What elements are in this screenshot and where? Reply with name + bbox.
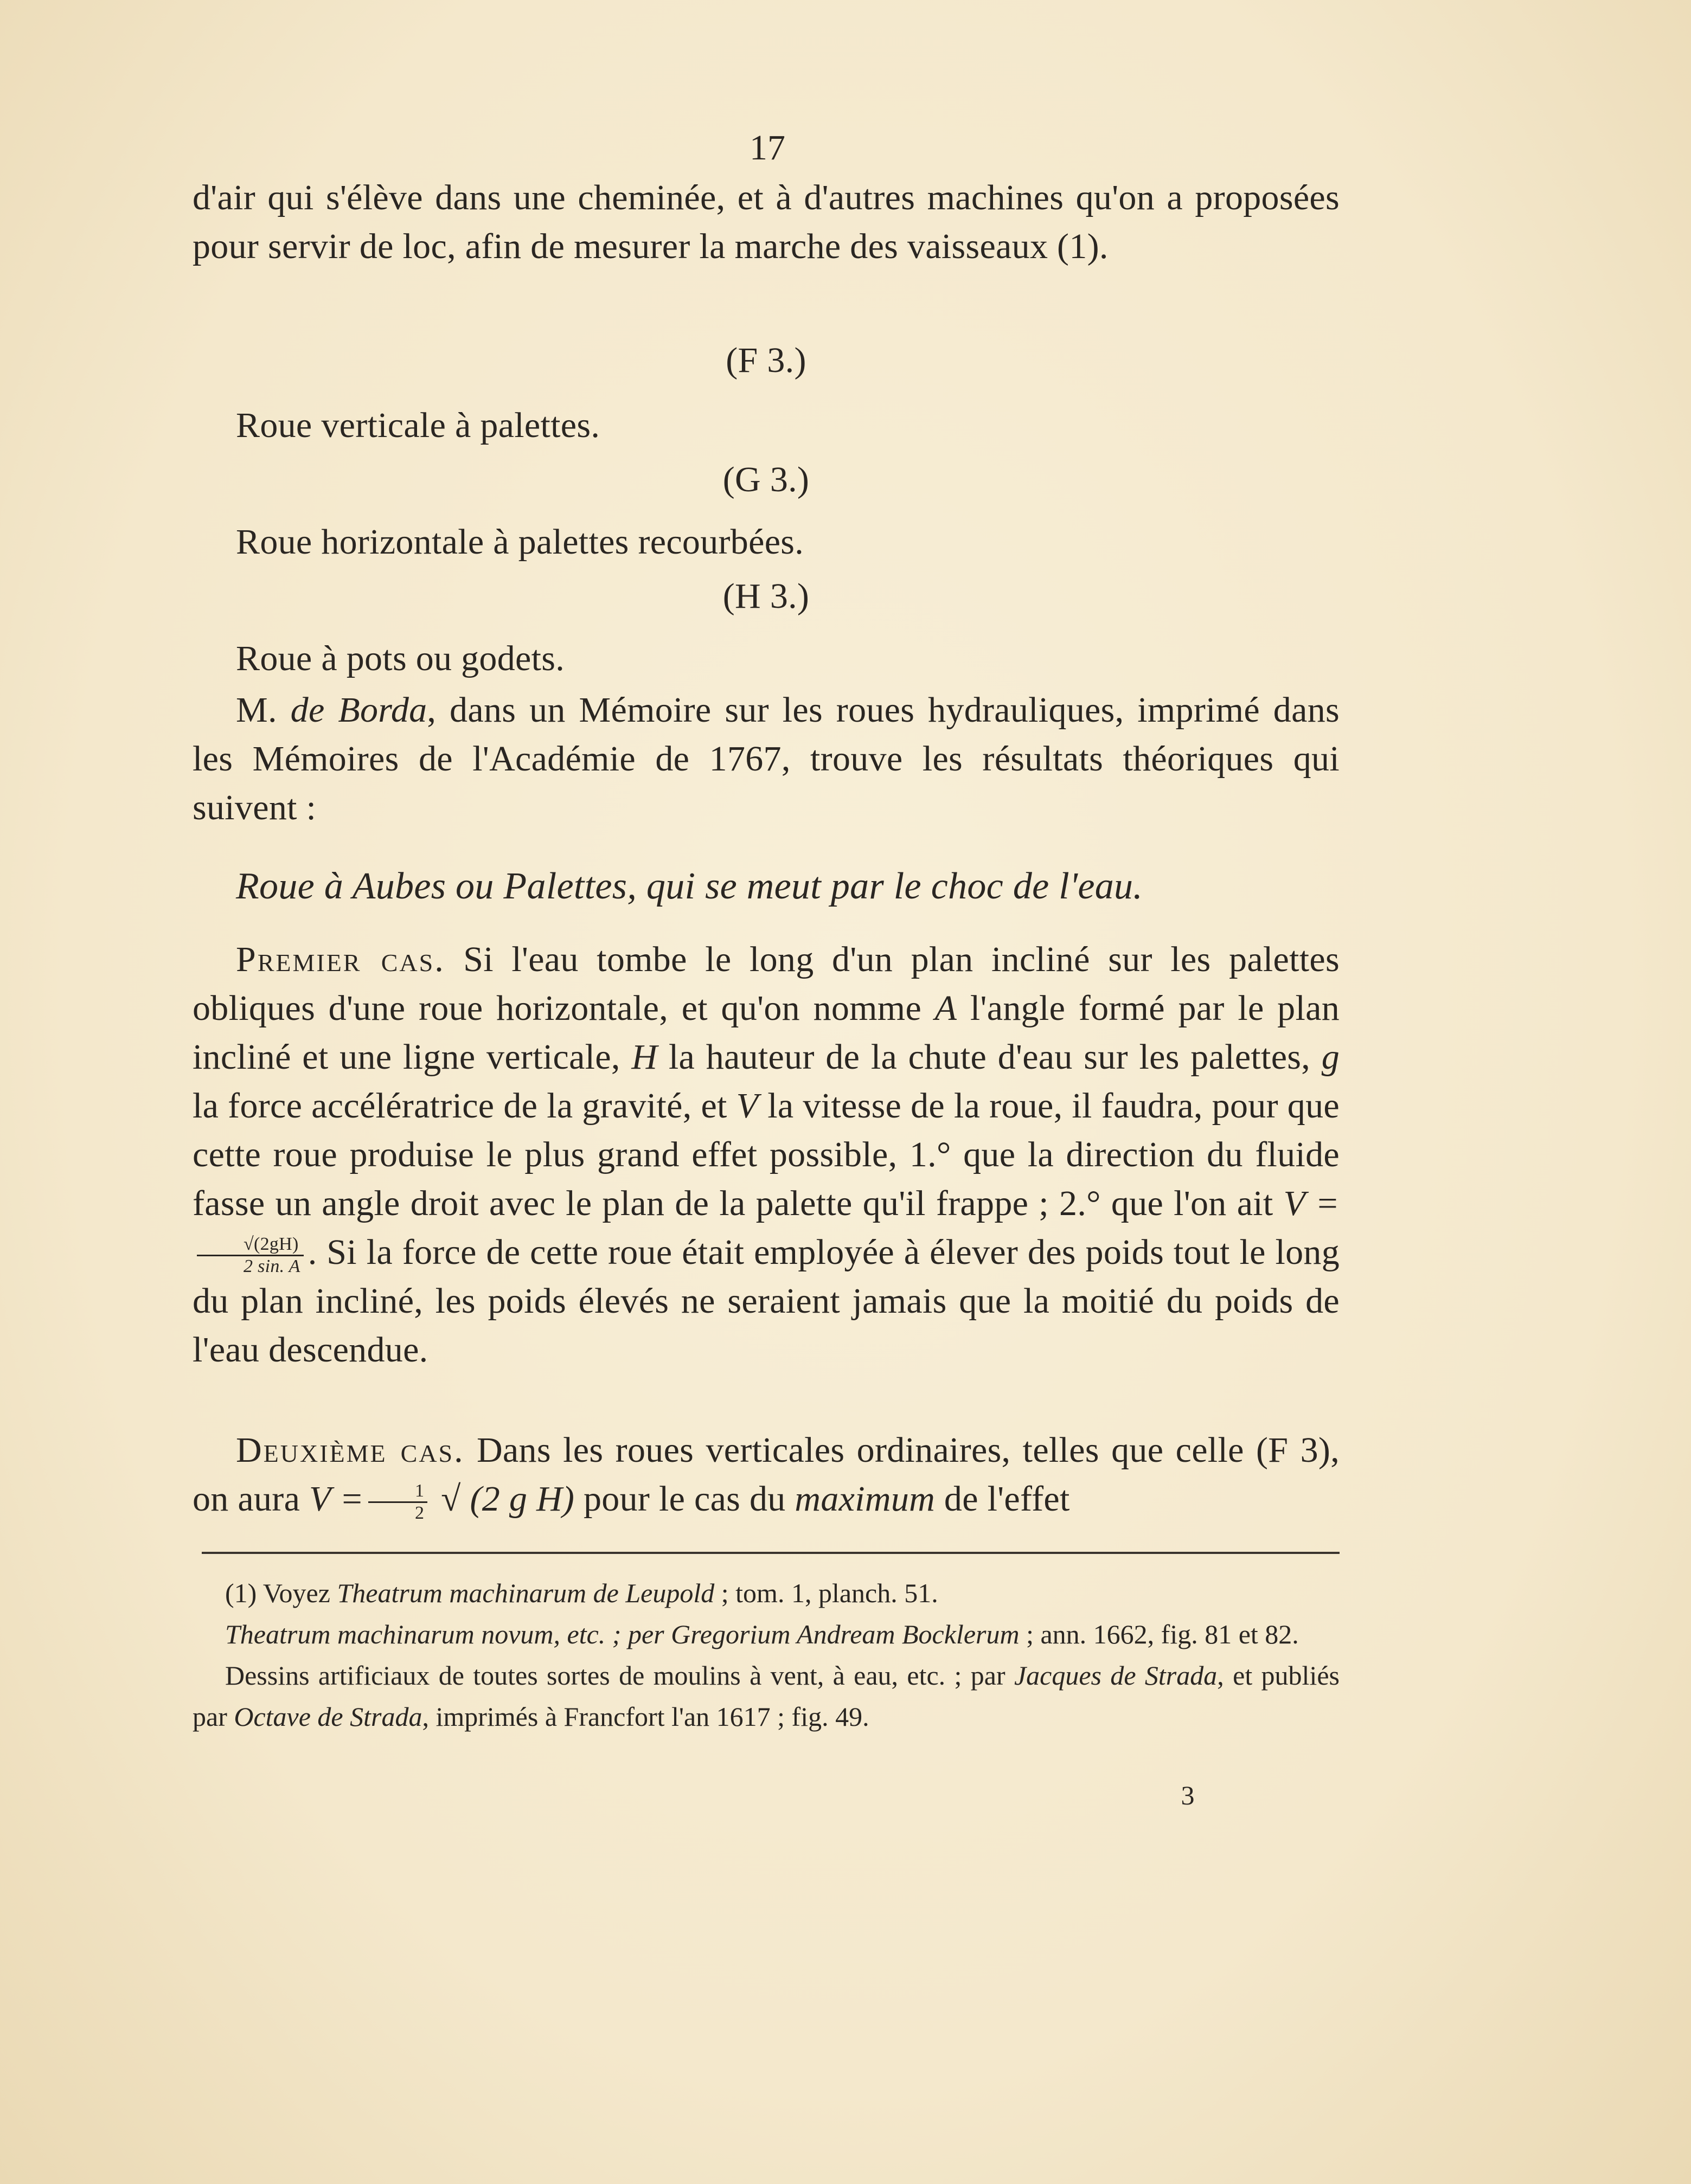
premier-cas-label: Premier cas.	[236, 940, 445, 979]
footnote-3-prefix: Dessins artificiaux de toutes sortes de moulins à vent, à eau, etc. ; par	[225, 1660, 1014, 1691]
fraction-numerator: √(2gH)	[197, 1234, 304, 1256]
footnotes	[193, 1572, 1340, 1737]
equation2-lhs: V =	[309, 1479, 364, 1519]
borda-name: de Borda	[290, 690, 427, 730]
figure-label-g3: (G 3.)	[722, 460, 810, 499]
premier-text-d: la force accélératrice de la gravité, et	[193, 1086, 736, 1126]
footnote-3	[193, 1655, 1340, 1737]
premier-text-f: . Si la force de cette roue était employée à élever des poids tout le long du plan incliné, les poids élevés ne seraient jamais que la moitié du poids de l'eau descendue.	[193, 1232, 1340, 1370]
deuxieme-cas-label: Deuxième cas.	[236, 1430, 465, 1470]
maximum-word: maximum	[795, 1479, 936, 1519]
fraction-denominator: 2 sin. A	[244, 1256, 300, 1277]
equation-lhs: V =	[1283, 1184, 1340, 1223]
roue-verticale-heading: Roue verticale à palettes.	[236, 406, 600, 445]
deuxieme-text-b: pour le cas du	[574, 1479, 795, 1519]
footnote-rule	[202, 1552, 1340, 1554]
equation2-fraction	[368, 1481, 427, 1524]
premier-cas-paragraph	[193, 935, 1340, 1374]
var-a: A	[934, 988, 957, 1028]
premier-text-e: la vitesse de la roue, il faudra, pour que cette roue produise le plus grand effet possible, 1.° que la direction du fluide fasse un angle droit avec le plan de la palette qu'il frappe ; 2.° que l'on ait	[193, 1086, 1340, 1223]
borda-paragraph-block	[193, 686, 1340, 832]
premier-text-b: l'angle formé par le plan incliné et une ligne verticale,	[193, 988, 1340, 1077]
roue-horizontale-heading: Roue horizontale à palettes recourbées.	[236, 522, 804, 562]
deuxieme-cas-block	[193, 1426, 1340, 1524]
deuxieme-text-c: de l'effet	[935, 1479, 1070, 1519]
main-text	[193, 174, 1340, 271]
var-v: V	[736, 1086, 759, 1126]
var-g: g	[1321, 1037, 1340, 1077]
borda-paragraph	[193, 686, 1340, 832]
footnote-3-suffix: , imprimés à Francfort l'an 1617 ; fig. 49.	[422, 1701, 869, 1732]
roue-pots-heading: Roue à pots ou godets.	[236, 639, 565, 678]
footnote-2-title: Theatrum machinarum novum, etc. ; per Gregorium Andream Bocklerum	[225, 1619, 1020, 1649]
footnote-3-editor: Octave de Strada	[234, 1701, 422, 1732]
deuxieme-cas-paragraph	[193, 1426, 1340, 1524]
footnote-1	[193, 1572, 1340, 1614]
equation2-rest: √ (2 g H)	[432, 1479, 575, 1519]
page-number: 17	[750, 128, 785, 168]
fraction2-denominator: 2	[415, 1503, 425, 1524]
borda-prefix: M.	[236, 690, 277, 730]
premier-cas-block	[193, 935, 1340, 1374]
subheading-roue-aubes: Roue à Aubes ou Palettes, qui se meut par le choc de l'eau.	[236, 865, 1143, 907]
paragraph-continuation: d'air qui s'élève dans une cheminée, et à d'autres machines qu'on a proposées pour servir de loc, afin de mesurer la marche des vaisseaux (1).	[193, 178, 1340, 266]
premier-text-a: Si l'eau tombe le long d'un plan incliné sur les palettes obliques d'une roue horizontale, et qu'on nomme	[193, 940, 1340, 1028]
footnote-1-suffix: ; tom. 1, planch. 51.	[714, 1578, 938, 1608]
equation-fraction	[197, 1234, 304, 1277]
figure-label-h3: (H 3.)	[722, 576, 810, 616]
signature-mark: 3	[1181, 1780, 1195, 1810]
var-h: H	[631, 1037, 658, 1077]
footnote-1-prefix: (1) Voyez	[225, 1578, 337, 1608]
footnote-3-author: Jacques de Strada	[1014, 1660, 1218, 1691]
footnote-1-title: Theatrum machinarum de Leupold	[337, 1578, 715, 1608]
footnote-2	[193, 1614, 1340, 1655]
borda-text: , dans un Mémoire sur les roues hydrauliques, imprimé dans les Mémoires de l'Académie de 1767, trouve les résultats théoriques qui suivent :	[193, 690, 1340, 827]
footnote-3-middle: , et publiés par	[193, 1660, 1340, 1732]
fraction2-numerator: 1	[368, 1481, 427, 1503]
figure-label-f3: (F 3.)	[726, 341, 806, 380]
deuxieme-text-a: Dans les roues verticales ordinaires, telles que celle (F 3), on aura	[193, 1430, 1340, 1519]
premier-text-c: la hauteur de la chute d'eau sur les palettes,	[657, 1037, 1322, 1077]
footnote-2-suffix: ; ann. 1662, fig. 81 et 82.	[1019, 1619, 1299, 1649]
